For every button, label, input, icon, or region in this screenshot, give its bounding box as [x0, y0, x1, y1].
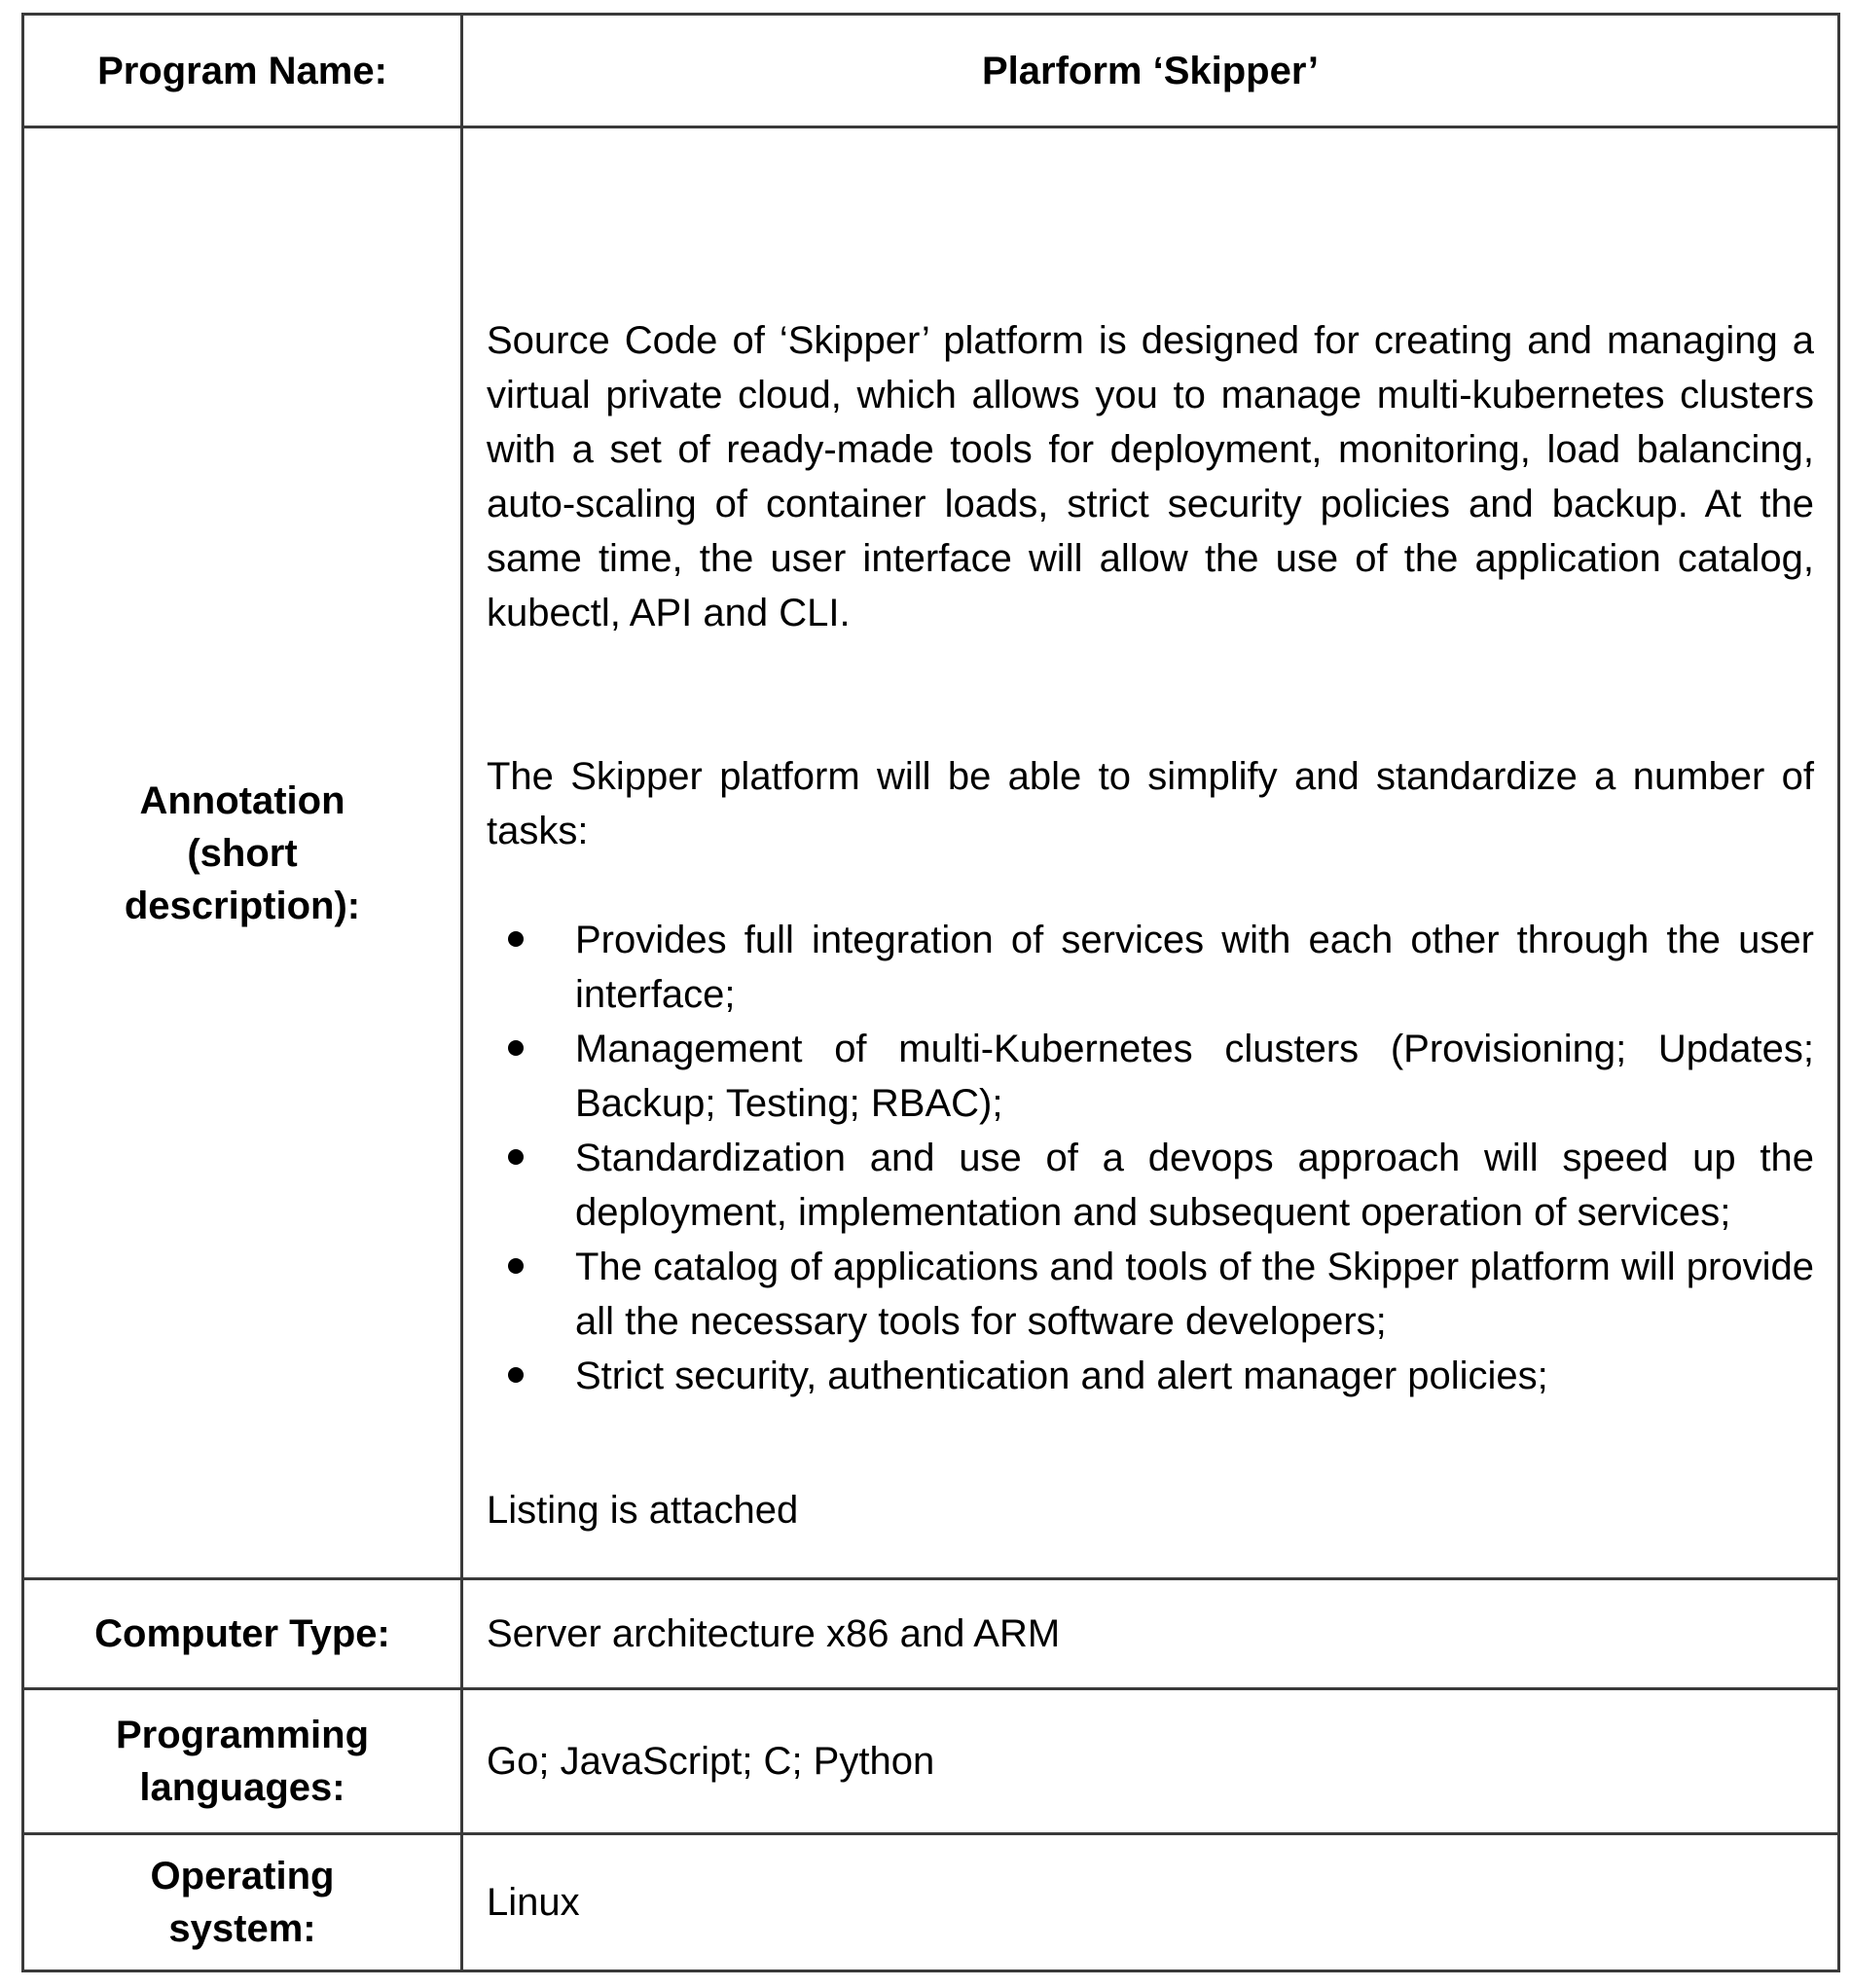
annotation-label-line: description): — [124, 884, 361, 927]
task-bullet-item — [487, 1240, 1814, 1349]
task-bullet-text: Standardization and use of a devops approach will speed up the deployment, implementation and subsequent operation of services; — [575, 1137, 1814, 1234]
row-program-name — [23, 15, 1839, 127]
annotation-paragraph-description: Source Code of ‘Skipper’ platform is designed for creating and managing a virtual private cloud, which allows you to manage multi-kubernetes clusters with a set of ready-made tools for deployment, monitoring, load balancing, auto-scaling of container loads, strict security policies and backup. At the same time, the user interface will allow the use of the application catalog, kubectl, API and CLI. — [487, 319, 1814, 634]
annotation-label-line: Annotation — [139, 778, 345, 822]
computer-type-value-cell — [462, 1579, 1839, 1689]
row-computer-type — [23, 1579, 1839, 1689]
operating-system-value-cell — [462, 1834, 1839, 1971]
annotation-value-cell — [462, 127, 1839, 1579]
task-bullet-text: Provides full integration of services with each other through the user interface; — [575, 919, 1814, 1016]
annotation-label-line: (short — [187, 831, 298, 875]
operating-system-label — [24, 1850, 460, 1955]
task-bullet-item — [487, 913, 1814, 1022]
task-bullet-text: Management of multi-Kubernetes clusters (Provisioning; Updates; Backup; Testing; RBAC); — [575, 1028, 1814, 1125]
row-annotation — [23, 127, 1839, 1579]
computer-type-label: Computer Type: — [94, 1612, 390, 1655]
listing-attached-note: Listing is attached — [487, 1489, 799, 1532]
task-bullet-item — [487, 1349, 1814, 1403]
programming-languages-value: Go; JavaScript; C; Python — [487, 1740, 935, 1783]
annotation-label-cell — [23, 127, 462, 1579]
task-bullet-list — [487, 913, 1814, 1403]
paragraph-spacer — [487, 858, 1814, 913]
annotation-paragraph-tasks-intro: The Skipper platform will be able to simplify and standardize a number of tasks: — [487, 755, 1814, 852]
row-operating-system — [23, 1834, 1839, 1971]
bullet-dot-icon — [508, 1149, 524, 1165]
annotation-label — [24, 775, 460, 932]
programming-languages-label-line: languages: — [139, 1766, 345, 1809]
operating-system-label-cell — [23, 1834, 462, 1971]
computer-type-value: Server architecture x86 and ARM — [487, 1612, 1061, 1655]
program-name-label-cell — [23, 15, 462, 127]
computer-type-label-cell — [23, 1579, 462, 1689]
bullet-dot-icon — [508, 931, 524, 947]
program-name-label: Program Name: — [97, 49, 387, 92]
task-bullet-text: Strict security, authentication and alert manager policies; — [575, 1355, 1548, 1397]
programming-languages-label — [24, 1709, 460, 1814]
operating-system-label-line: Operating — [150, 1855, 335, 1898]
operating-system-value: Linux — [487, 1881, 580, 1924]
bullet-dot-icon — [508, 1367, 524, 1383]
row-programming-languages — [23, 1689, 1839, 1834]
programming-languages-label-line: Programming — [115, 1714, 370, 1756]
bullet-dot-icon — [508, 1040, 524, 1056]
program-name-value-cell — [462, 15, 1839, 127]
program-name-value: Plarform ‘Skipper’ — [981, 49, 1320, 92]
operating-system-label-line: system: — [168, 1907, 316, 1950]
task-bullet-text: The catalog of applications and tools of the Skipper platform will provide all the necessary tools for software developers; — [575, 1246, 1814, 1343]
task-bullet-item — [487, 1022, 1814, 1131]
bullet-dot-icon — [508, 1258, 524, 1274]
programming-languages-label-cell — [23, 1689, 462, 1834]
paragraph-spacer — [487, 1403, 1814, 1483]
task-bullet-item — [487, 1131, 1814, 1240]
annotation-body — [463, 128, 1837, 1537]
program-info-table — [21, 13, 1840, 1972]
paragraph-spacer — [487, 640, 1814, 749]
programming-languages-value-cell — [462, 1689, 1839, 1834]
